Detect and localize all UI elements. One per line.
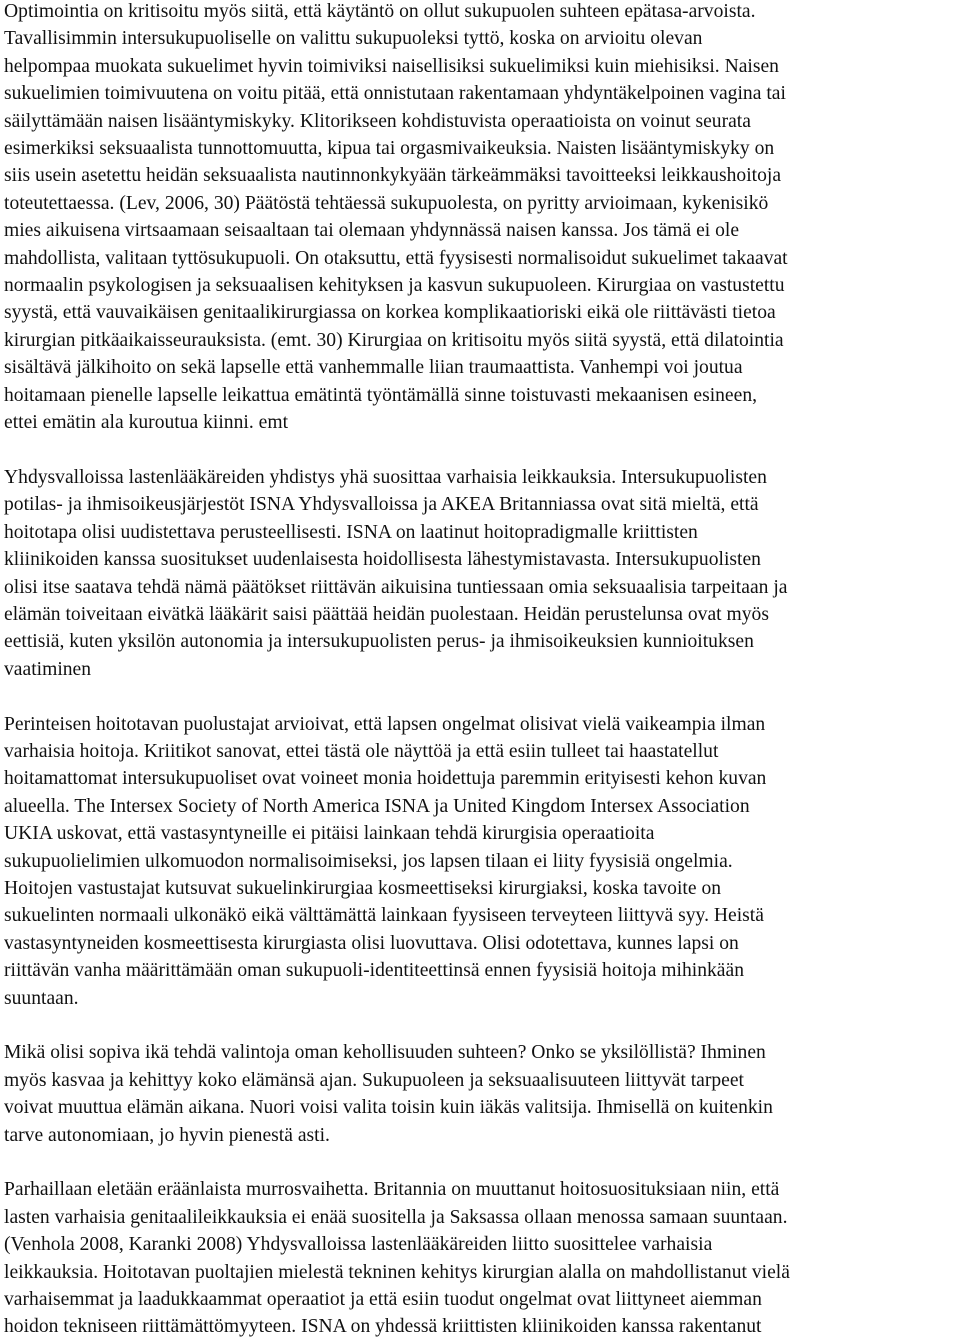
text-line: Tavallisimmin intersukupuoliselle on valittu sukupuoleksi tyttö, koska on arvioitu olevan	[4, 28, 703, 50]
text-line: syystä, että vauvaikäisen genitaalikirurgiassa on korkea komplikaatioriski eikä ole riittävästi tietoa	[4, 302, 776, 324]
text-line: tarve autonomiaan, jo hyvin pienestä asti.	[4, 1124, 330, 1146]
text-line: kirurgian pitkäaikaisseurauksista. (emt. 30) Kirurgiaa on kritisoitu myös siitä syystä, että dilatointia	[4, 329, 784, 351]
text-line: myös kasvaa ja kehittyy koko elämänsä ajan. Sukupuoleen ja seksuaalisuuteen liittyvät tarpeet	[4, 1069, 744, 1091]
text-line: Mikä olisi sopiva ikä tehdä valintoja oman kehollisuuden suhteen? Onko se yksilöllistä? Ihminen	[4, 1042, 766, 1064]
text-line: UKIA uskovat, että vastasyntyneille ei pitäisi lainkaan tehdä kirurgisia operaatioita	[4, 823, 655, 845]
paragraph-traditional-treatment	[4, 711, 960, 1012]
text-line: olisi itse saatava tehdä nämä päätökset riittävän aikuisina tuntiessaan omia seksuaalisia tarpeitaan ja	[4, 576, 788, 598]
text-line: (Venhola 2008, Karanki 2008) Yhdysvalloissa lastenlääkäreiden liitto suosittelee varhaisia	[4, 1234, 713, 1256]
text-line: Hoitojen vastustajat kutsuvat sukuelinkirurgiaa kosmeettiseksi kirurgiaksi, koska tavoite on	[4, 877, 722, 899]
text-line: eettisiä, kuten yksilön autonomia ja intersukupuolisten perus- ja ihmisoikeuksien kunnioituksen	[4, 631, 754, 653]
paragraph-transition-phase	[4, 1176, 960, 1340]
text-line: toteutettaessa. (Lev, 2006, 30) Päätöstä tehtäessä sukupuolesta, on pyritty arvioimaan, kykenisikö	[4, 192, 769, 214]
text-line: sisältävä jälkihoito on sekä lapselle että vanhemmalle liian traumaattista. Vanhempi voi joutua	[4, 357, 743, 379]
text-line: hoidon tekniseen riittämättömyyteen. ISNA on yhdessä kriittisten kliinikoiden kanssa rakentanut	[4, 1316, 762, 1338]
text-line: voivat muuttua elämän aikana. Nuori voisi valita toisin kuin iäkäs valitsija. Ihmisellä on kuitenkin	[4, 1097, 773, 1119]
text-line: suuntaan.	[4, 987, 79, 1009]
text-line: esimerkiksi seksuaalista tunnottomuutta, kipua tai orgasmivaikeuksia. Naisten lisääntymiskyky on	[4, 138, 775, 160]
text-line: säilyttämään naisen lisääntymiskyky. Klitorikseen kohdistuvista operaatioista on voinut seurata	[4, 110, 751, 132]
paragraph-spacer	[4, 1149, 960, 1176]
text-line: normaalin psykologisen ja seksuaalisen kehityksen ja kasvun sukupuoleen. Kirurgiaa on vastustettu	[4, 275, 785, 297]
text-line: kliinikoiden kanssa suositukset uudenlaisesta hoidollisesta lähestymistavasta. Intersukupuolisten	[4, 549, 761, 571]
text-line: mies aikuisena virtsaamaan seisaaltaan tai olemaan yhdynnässä naisen kanssa. Jos tämä ei ole	[4, 220, 740, 242]
text-line: leikkauksia. Hoitotavan puoltajien mielestä tekninen kehitys kirurgian alalla on mahdollistanut vielä	[4, 1261, 790, 1283]
paragraph-spacer	[4, 437, 960, 464]
text-line: hoitotapa olisi uudistettava perusteellisesti. ISNA on laatinut hoitopradigmalle kriittisten	[4, 521, 698, 543]
text-line: sukupuolielimien ulkomuodon normalisoimiseksi, jos lapsen tilaan ei liity fyysisiä ongelmia.	[4, 850, 733, 872]
text-line: Parhaillaan eletään eräänlaista murrosvaihetta. Britannia on muuttanut hoitosuosituksiaan niin, että	[4, 1179, 780, 1201]
text-line: riittävän vanha määrittämään oman sukupuoli-identiteettinsä ennen fyysisiä hoitoja mihinkään	[4, 960, 744, 982]
text-line: hoitamaan pienelle lapselle leikattua emätintä työntämällä sinne toistuvasti mekaanisen esineen,	[4, 384, 758, 406]
text-line: lasten varhaisia genitaalileikkauksia ei enää suositella ja Saksassa ollaan menossa samaan suuntaan.	[4, 1206, 788, 1228]
text-line: siis usein asetettu heidän seksuaalista nautinnonkykyään tärkeämmäksi tavoitteeksi leikkaushoitoja	[4, 165, 782, 187]
text-line: elämän toiveitaan eivätkä lääkärit saisi päättää heidän puolestaan. Heidän perustelunsa ovat myös	[4, 603, 769, 625]
text-line: vastasyntyneiden kosmeettisesta kirurgiasta olisi luovuttava. Olisi odotettava, kunnes lapsi on	[4, 932, 739, 954]
text-line: Optimointia on kritisoitu myös siitä, että käytäntö on ollut sukupuolen suhteen epätasa-arvoista.	[4, 1, 756, 22]
text-line: sukuelimien toimivuutena on voitu pitää, että onnistutaan rakentamaan yhdyntäkelpoinen vagina tai	[4, 83, 786, 105]
text-line: sukuelinten normaali ulkonäkö eikä välttämättä lainkaan fyysiseen terveyteen liittyvä syy. Heistä	[4, 905, 764, 927]
text-line: hoitamattomat intersukupuoliset ovat voineet monia hoidettuja paremmin erityisesti kehon kuvan	[4, 768, 767, 790]
text-line: Yhdysvalloissa lastenlääkäreiden yhdistys yhä suosittaa varhaisia leikkauksia. Intersukupuolisten	[4, 466, 767, 488]
paragraph-optimization-criticism	[4, 0, 960, 437]
text-line: varhaisia hoitoja. Kriitikot sanovat, ettei tästä ole näyttöä ja että esiin tulleet tai haastatellut	[4, 740, 719, 762]
text-line: varhaisemmat ja laadukkaammat operaatiot ja että esiin tuodut ongelmat ovat liittyneet aiemman	[4, 1289, 762, 1311]
text-line: mahdollista, valitaan tyttösukupuoli. On otaksuttu, että fyysisesti normalisoidut sukuelimet takaavat	[4, 247, 788, 269]
text-line: ettei emätin ala kuroutua kiinni. emt	[4, 412, 289, 434]
paragraph-usa-recommendations	[4, 464, 960, 683]
text-line: helpompaa muokata sukuelimet hyvin toimiviksi naisellisiksi sukuelimiksi kuin miehisiksi. Naisen	[4, 55, 779, 77]
paragraph-age-question	[4, 1039, 960, 1149]
text-line: potilas- ja ihmisoikeusjärjestöt ISNA Yhdysvalloissa ja AKEA Britanniassa ovat sitä mieltä, että	[4, 494, 759, 516]
text-line: Perinteisen hoitotavan puolustajat arvioivat, että lapsen ongelmat olisivat vielä vaikeampia ilman	[4, 713, 766, 735]
text-line: alueella. The Intersex Society of North America ISNA ja United Kingdom Intersex Association	[4, 795, 750, 817]
paragraph-spacer	[4, 1012, 960, 1039]
text-line: vaatiminen	[4, 658, 92, 680]
paragraph-spacer	[4, 683, 960, 710]
